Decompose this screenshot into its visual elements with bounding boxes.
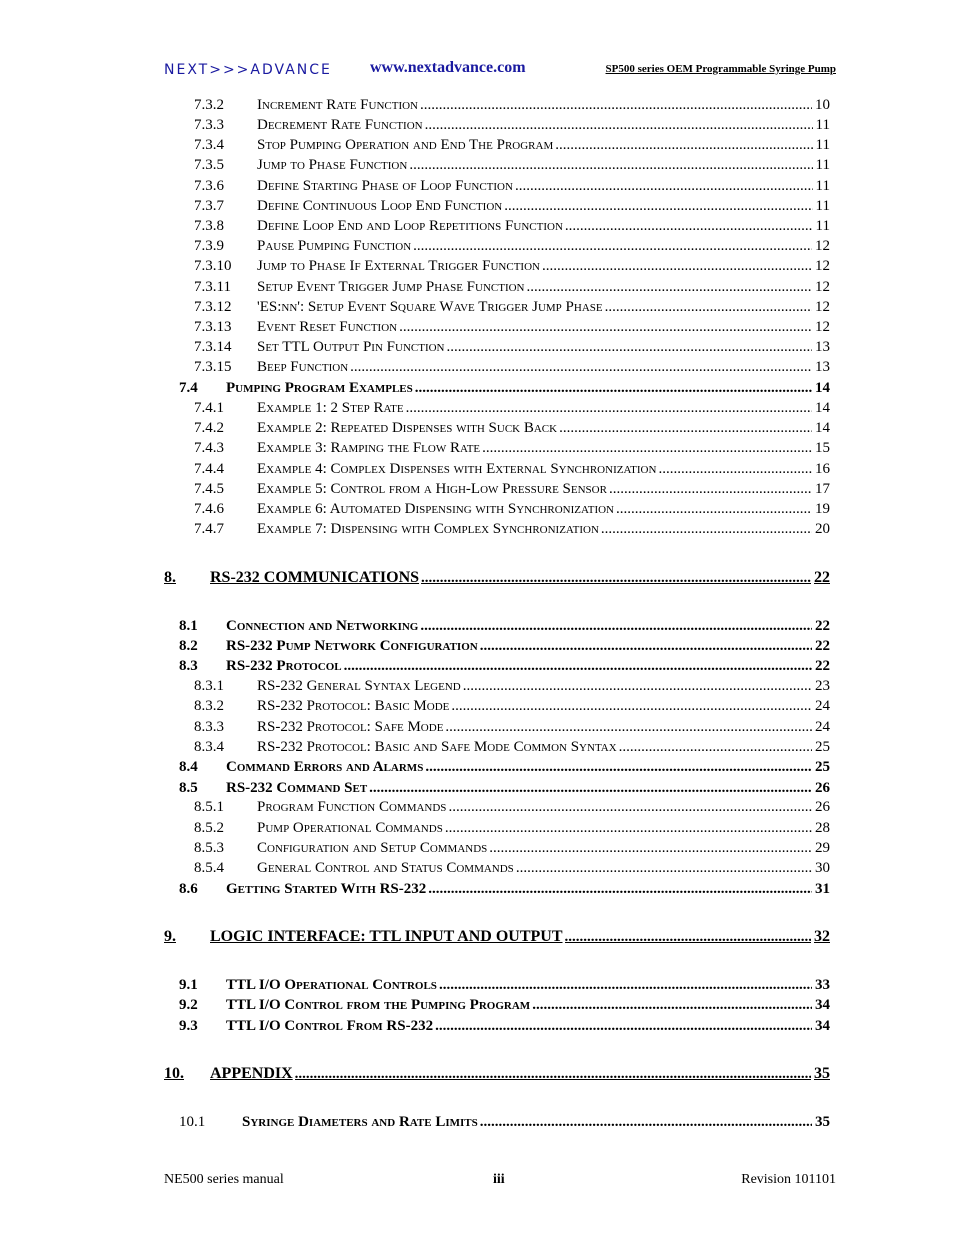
toc-entry[interactable] [0,995,830,1015]
page-footer [164,1172,836,1192]
toc-dot-leader [439,975,812,995]
toc-dot-leader [399,317,812,337]
toc-entry-title: Command Errors and Alarms [226,759,424,775]
toc-entry-page: 12 [815,319,830,335]
toc-entry-page: 14 [815,420,830,436]
toc-entry-page: 13 [815,339,830,355]
toc-entry-page: 33 [815,977,830,993]
toc-entry-page: 22 [815,658,830,674]
toc-entry-page: 22 [814,569,830,586]
page-header [164,58,836,82]
company-logo: NEXT>>>ADVANCE [164,62,332,78]
toc-entry-page: 12 [815,238,830,254]
toc-dot-leader [565,216,813,236]
toc-entry-page: 24 [815,698,830,714]
toc-entry-page: 12 [815,299,830,315]
toc-entry-title: Example 7: Dispensing with Complex Synchronization [257,521,599,537]
toc-entry-page: 15 [815,440,830,456]
toc-entry-title: TTL I/O Operational Controls [226,977,437,993]
toc-entry-number: 7.4.3 [194,440,224,456]
toc-entry-number: 8.3.4 [194,739,224,755]
toc-dot-leader [406,398,812,418]
toc-entry[interactable] [0,95,830,115]
toc-entry[interactable] [0,337,830,357]
toc-dot-leader [489,838,812,858]
footer-revision: Revision 101101 [741,1172,836,1187]
toc-entry-title: 'ES:nn': Setup Event Square Wave Trigger Jump Phase [257,299,603,315]
toc-entry-page: 30 [815,860,830,876]
toc-dot-leader [559,418,812,438]
toc-entry[interactable] [0,438,830,458]
toc-entry[interactable] [0,1112,830,1132]
toc-entry-title: Program Function Commands [257,799,447,815]
toc-entry-number: 7.3.3 [194,117,224,133]
toc-entry-number: 7.4.5 [194,481,224,497]
toc-entry-number: 7.3.14 [194,339,232,355]
toc-entry-number: 8.3.1 [194,678,224,694]
toc-entry-page: 11 [815,157,830,173]
toc-entry-number: 7.4.4 [194,461,224,477]
toc-entry-number: 8.4 [179,759,198,775]
toc-entry-title: RS-232 Command Set [226,780,368,796]
toc-dot-leader [601,519,812,539]
toc-entry-page: 26 [815,780,830,796]
toc-entry-title: RS-232 General Syntax Legend [257,678,461,694]
toc-entry-page: 23 [815,678,830,694]
toc-entry-number: 8.3 [179,658,198,674]
toc-entry-page: 22 [815,638,830,654]
toc-entry-page: 12 [815,258,830,274]
toc-dot-leader [463,676,812,696]
toc-entry[interactable] [0,676,830,696]
toc-entry-page: 14 [815,380,830,396]
toc-entry-number: 9.3 [179,1018,198,1034]
toc-entry-number: 7.4.7 [194,521,224,537]
toc-entry[interactable] [0,196,830,216]
toc-entry-page: 25 [815,739,830,755]
toc-dot-leader [445,818,812,838]
toc-dot-leader [425,757,812,777]
toc-entry-page: 26 [815,799,830,815]
toc-dot-leader [445,717,812,737]
toc-entry[interactable] [0,1064,830,1084]
toc-entry-title: RS-232 Protocol: Basic and Safe Mode Common Syntax [257,739,617,755]
toc-entry[interactable] [0,277,830,297]
toc-entry-number: 10. [164,1065,184,1082]
toc-entry-title: Setup Event Trigger Jump Phase Function [257,279,525,295]
footer-manual-name: NE500 series manual [164,1172,284,1187]
toc-entry-number: 7.3.15 [194,359,232,375]
toc-entry-page: 25 [815,759,830,775]
toc-dot-leader [616,499,812,519]
toc-dot-leader [451,696,812,716]
toc-entry-page: 20 [815,521,830,537]
toc-entry-title: RS-232 Protocol [226,658,342,674]
toc-entry-title: Define Starting Phase of Loop Function [257,178,513,194]
toc-entry-title: Example 1: 2 Step Rate [257,400,404,416]
toc-entry[interactable] [0,378,830,398]
toc-entry-title: Getting Started With RS-232 [226,881,427,897]
toc-entry-title: Example 5: Control from a High-Low Pressure Sensor [257,481,607,497]
toc-entry-page: 17 [815,481,830,497]
toc-dot-leader [504,196,812,216]
toc-entry-title: Define Continuous Loop End Function [257,198,503,214]
toc-entry[interactable] [0,357,830,377]
toc-entry-number: 7.3.13 [194,319,232,335]
toc-entry[interactable] [0,216,830,236]
toc-dot-leader [344,656,812,676]
toc-entry-title: Syringe Diameters and Rate Limits [242,1114,478,1130]
toc-entry-number: 7.4.1 [194,400,224,416]
toc-entry-number: 7.3.6 [194,178,224,194]
toc-entry[interactable] [0,838,830,858]
toc-dot-leader [565,927,811,947]
toc-entry-title: LOGIC INTERFACE: TTL INPUT AND OUTPUT [210,928,563,945]
toc-entry-title: Configuration and Setup Commands [257,840,488,856]
toc-entry-page: 10 [815,97,830,113]
toc-entry[interactable] [0,135,830,155]
toc-entry[interactable] [0,115,830,135]
toc-entry-title: General Control and Status Commands [257,860,514,876]
toc-entry-number: 8.3.3 [194,719,224,735]
toc-entry-number: 7.3.7 [194,198,224,214]
toc-entry-number: 9.2 [179,997,198,1013]
toc-entry[interactable] [0,778,830,798]
toc-entry-page: 11 [815,198,830,214]
toc-entry[interactable] [0,818,830,838]
toc-entry[interactable] [0,1016,830,1036]
toc-entry-number: 8.5.4 [194,860,224,876]
toc-entry-number: 8.2 [179,638,198,654]
toc-dot-leader [605,297,812,317]
toc-entry-number: 7.3.5 [194,157,224,173]
toc-dot-leader [447,337,812,357]
toc-entry-page: 12 [815,279,830,295]
toc-dot-leader [435,1016,812,1036]
toc-entry[interactable] [0,317,830,337]
toc-entry-title: Example 2: Repeated Dispenses with Suck Back [257,420,558,436]
toc-entry-title: Pause Pumping Function [257,238,412,254]
toc-dot-leader [421,568,811,588]
toc-dot-leader [515,176,813,196]
toc-entry-title: RS-232 Protocol: Safe Mode [257,719,444,735]
toc-entry-number: 7.4.6 [194,501,224,517]
toc-dot-leader [527,277,813,297]
toc-entry-number: 10.1 [179,1114,206,1130]
toc-entry[interactable] [0,975,830,995]
toc-dot-leader [480,636,812,656]
toc-entry[interactable] [0,176,830,196]
toc-entry-title: Increment Rate Function [257,97,418,113]
website-link[interactable]: www.nextadvance.com [370,59,526,76]
toc-entry[interactable] [0,737,830,757]
toc-entry-number: 8.5 [179,780,198,796]
toc-entry-number: 8.5.1 [194,799,224,815]
toc-entry-title: RS-232 Pump Network Configuration [226,638,478,654]
toc-dot-leader [516,858,812,878]
toc-entry-number: 9. [164,928,176,945]
toc-entry-title: Pumping Program Examples [226,380,413,396]
toc-entry-title: Example 4: Complex Dispenses with External Synchronization [257,461,657,477]
toc-entry[interactable] [0,879,830,899]
toc-entry-page: 34 [815,1018,830,1034]
toc-dot-leader [532,995,812,1015]
toc-entry[interactable] [0,256,830,276]
toc-dot-leader [420,95,812,115]
toc-entry[interactable] [0,479,830,499]
toc-entry-page: 11 [815,178,830,194]
toc-entry-page: 31 [815,881,830,897]
toc-entry-title: Example 3: Ramping the Flow Rate [257,440,481,456]
toc-entry-number: 8.6 [179,881,198,897]
toc-entry-number: 7.3.10 [194,258,232,274]
toc-entry-title: Beep Function [257,359,349,375]
toc-entry-number: 7.3.11 [194,279,231,295]
toc-entry-number: 8.5.2 [194,820,224,836]
toc-entry-title: Set TTL Output Pin Function [257,339,445,355]
toc-entry[interactable] [0,459,830,479]
toc-entry[interactable] [0,398,830,418]
toc-entry-number: 7.3.2 [194,97,224,113]
toc-entry-page: 22 [815,618,830,634]
toc-entry[interactable] [0,858,830,878]
toc-entry-page: 29 [815,840,830,856]
toc-entry[interactable] [0,418,830,438]
toc-entry-page: 35 [815,1114,830,1130]
toc-entry-number: 8.5.3 [194,840,224,856]
toc-entry[interactable] [0,519,830,539]
toc-entry-title: Define Loop End and Loop Repetitions Function [257,218,563,234]
toc-entry-page: 11 [815,137,830,153]
toc-entry-number: 9.1 [179,977,198,993]
footer-page-number: iii [493,1172,505,1187]
toc-dot-leader [415,378,812,398]
toc-entry-title: RS-232 Protocol: Basic Mode [257,698,450,714]
toc-entry-number: 8.1 [179,618,198,634]
toc-entry[interactable] [0,236,830,256]
toc-entry-number: 8.3.2 [194,698,224,714]
toc-entry[interactable] [0,568,830,588]
toc-entry-number: 7.4.2 [194,420,224,436]
toc-entry[interactable] [0,717,830,737]
toc-dot-leader [409,155,812,175]
toc-entry[interactable] [0,636,830,656]
toc-entry-page: 19 [815,501,830,517]
toc-dot-leader [425,115,813,135]
toc-entry[interactable] [0,757,830,777]
toc-dot-leader [555,135,812,155]
toc-entry-page: 24 [815,719,830,735]
toc-entry-number: 7.3.12 [194,299,232,315]
toc-entry-title: TTL I/O Control From RS-232 [226,1018,434,1034]
toc-entry-page: 11 [815,218,830,234]
toc-entry-page: 14 [815,400,830,416]
toc-entry-page: 13 [815,359,830,375]
toc-entry-number: 7.3.8 [194,218,224,234]
toc-dot-leader [658,459,812,479]
toc-entry[interactable] [0,297,830,317]
toc-entry-title: Pump Operational Commands [257,820,443,836]
toc-entry-title: Connection and Networking [226,618,419,634]
toc-dot-leader [609,479,812,499]
toc-entry-number: 7.3.9 [194,238,224,254]
toc-dot-leader [480,1112,812,1132]
toc-entry-title: APPENDIX [210,1065,293,1082]
toc-entry[interactable] [0,656,830,676]
toc-dot-leader [428,879,812,899]
toc-dot-leader [420,616,812,636]
toc-entry-page: 28 [815,820,830,836]
toc-entry-number: 7.3.4 [194,137,224,153]
toc-entry[interactable] [0,797,830,817]
toc-entry-title: Jump to Phase Function [257,157,408,173]
toc-entry-page: 35 [814,1065,830,1082]
toc-dot-leader [369,778,812,798]
toc-entry-title: Stop Pumping Operation and End The Program [257,137,554,153]
toc-dot-leader [619,737,812,757]
toc-entry-page: 34 [815,997,830,1013]
toc-entry-title: Event Reset Function [257,319,398,335]
toc-entry-number: 7.4 [179,380,198,396]
toc-entry-title: TTL I/O Control from the Pumping Program [226,997,531,1013]
product-title: SP500 series OEM Programmable Syringe Pump [605,63,836,75]
toc-entry-page: 16 [815,461,830,477]
toc-entry[interactable] [0,499,830,519]
toc-entry-page: 32 [814,928,830,945]
toc-entry-title: RS-232 COMMUNICATIONS [210,569,420,586]
toc-entry-title: Jump to Phase If External Trigger Function [257,258,540,274]
toc-entry-title: Decrement Rate Function [257,117,423,133]
toc-dot-leader [482,438,812,458]
toc-entry[interactable] [0,696,830,716]
toc-dot-leader [542,256,812,276]
toc-dot-leader [413,236,812,256]
toc-entry-number: 8. [164,569,176,586]
toc-dot-leader [350,357,812,377]
toc-entry-page: 11 [815,117,830,133]
toc-entry[interactable] [0,616,830,636]
toc-entry-title: Example 6: Automated Dispensing with Synchronization [257,501,614,517]
toc-dot-leader [295,1064,811,1084]
toc-entry[interactable] [0,927,830,947]
toc-dot-leader [448,797,812,817]
toc-entry[interactable] [0,155,830,175]
